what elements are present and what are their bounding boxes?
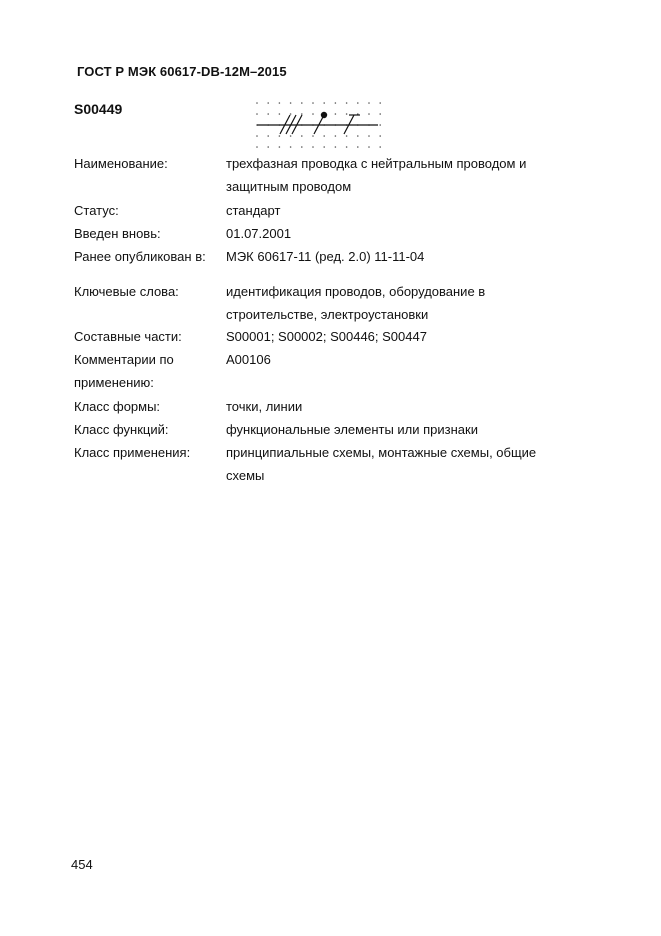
grid-dot xyxy=(301,102,303,104)
grid-dot xyxy=(335,135,337,137)
attribute-value xyxy=(226,418,556,441)
grid-dot xyxy=(256,102,258,104)
attribute-label-line: Класс формы: xyxy=(74,399,161,414)
grid-dot xyxy=(346,146,348,148)
grid-dot xyxy=(312,102,314,104)
page-number: 454 xyxy=(71,857,93,872)
attribute-value-line: защитным проводом xyxy=(226,179,352,194)
attribute-label-line: применению: xyxy=(74,375,154,390)
grid-dot xyxy=(335,113,337,115)
attribute-label-line: Наименование: xyxy=(74,156,168,171)
grid-dot xyxy=(267,135,269,137)
attribute-label xyxy=(74,199,224,222)
grid-dot xyxy=(256,146,258,148)
grid-dot xyxy=(279,135,281,137)
grid-dot xyxy=(290,146,292,148)
grid-dot xyxy=(357,146,359,148)
attribute-label-line: Класс функций: xyxy=(74,422,169,437)
grid-dot xyxy=(267,102,269,104)
grid-dot xyxy=(346,135,348,137)
attribute-label xyxy=(74,325,224,348)
grid-dot xyxy=(301,113,303,115)
grid-dot xyxy=(379,146,381,148)
attribute-value-line: стандарт xyxy=(226,203,281,218)
grid-dot xyxy=(335,146,337,148)
attribute-label xyxy=(74,152,224,175)
grid-dot xyxy=(256,113,258,115)
grid-dot xyxy=(267,113,269,115)
attribute-value xyxy=(226,245,556,268)
attribute-value xyxy=(226,395,556,418)
grid-dot xyxy=(323,102,325,104)
attribute-value-line: идентификация проводов, оборудование в xyxy=(226,284,486,299)
grid-dot xyxy=(379,124,381,126)
attribute-label-line: Комментарии по xyxy=(74,352,174,367)
symbol-code: S00449 xyxy=(74,101,123,117)
grid-dot xyxy=(368,146,370,148)
attribute-value xyxy=(226,199,556,222)
attribute-label-line: Введен вновь: xyxy=(74,226,161,241)
grid-dot xyxy=(323,135,325,137)
attribute-value-line: принципиальные схемы, монтажные схемы, общие xyxy=(226,445,537,460)
grid-dot xyxy=(379,113,381,115)
grid-dot xyxy=(379,135,381,137)
attribute-label xyxy=(74,222,224,245)
attribute-value-line: точки, линии xyxy=(226,399,303,414)
attribute-label xyxy=(74,418,224,441)
attribute-value-line: трехфазная проводка с нейтральным проводом и xyxy=(226,156,527,171)
attribute-label xyxy=(74,441,224,464)
grid-dot xyxy=(357,135,359,137)
grid-dot xyxy=(256,135,258,137)
grid-dot xyxy=(312,135,314,137)
grid-dot xyxy=(379,102,381,104)
attribute-value xyxy=(226,441,556,487)
grid-dot xyxy=(368,102,370,104)
grid-dot xyxy=(290,113,292,115)
grid-dot xyxy=(312,113,314,115)
attribute-label-line: Составные части: xyxy=(74,329,182,344)
grid-dot xyxy=(267,146,269,148)
grid-dot xyxy=(368,135,370,137)
grid-dot xyxy=(368,113,370,115)
attribute-value-line: строительстве, электроустановки xyxy=(226,307,429,322)
attribute-value xyxy=(226,348,556,371)
grid-dot xyxy=(357,102,359,104)
attribute-value xyxy=(226,280,556,326)
attribute-value-line: МЭК 60617-11 (ред. 2.0) 11-11-04 xyxy=(226,249,425,264)
attribute-label-line: Класс применения: xyxy=(74,445,191,460)
attribute-label-line: Ранее опубликован в: xyxy=(74,249,206,264)
attribute-label xyxy=(74,245,224,268)
attribute-label xyxy=(74,280,224,303)
grid-dot xyxy=(301,135,303,137)
grid-dot xyxy=(279,113,281,115)
grid-dot xyxy=(346,113,348,115)
attribute-value xyxy=(226,325,556,348)
attribute-label-line: Ключевые слова: xyxy=(74,284,179,299)
attribute-value xyxy=(226,152,556,198)
attribute-value xyxy=(226,222,556,245)
grid-dot xyxy=(335,102,337,104)
attribute-label-line: Статус: xyxy=(74,203,119,218)
grid-dot xyxy=(290,102,292,104)
attribute-value-line: S00001; S00002; S00446; S00447 xyxy=(226,329,427,344)
grid-dot xyxy=(290,135,292,137)
attribute-label xyxy=(74,348,224,394)
attribute-value-line: A00106 xyxy=(226,352,271,367)
grid-dot xyxy=(346,102,348,104)
grid-dot xyxy=(279,102,281,104)
attribute-value-line: функциональные элементы или признаки xyxy=(226,422,478,437)
grid-dot xyxy=(279,146,281,148)
neutral-dot xyxy=(321,112,327,118)
grid-dot xyxy=(323,146,325,148)
grid-dot xyxy=(301,146,303,148)
attribute-value-line: схемы xyxy=(226,468,265,483)
three-phase-wiring-symbol-icon xyxy=(252,98,394,152)
document-header: ГОСТ Р МЭК 60617-DB-12M–2015 xyxy=(77,64,287,79)
attribute-label xyxy=(74,395,224,418)
grid-dot xyxy=(312,146,314,148)
attribute-value-line: 01.07.2001 xyxy=(226,226,292,241)
